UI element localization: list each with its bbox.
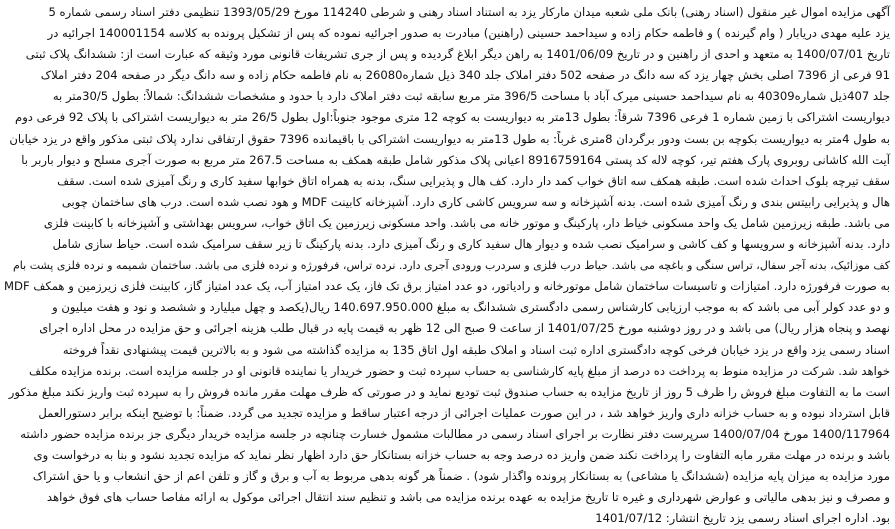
notice-line: خواهد شد. شرکت در مزایده منوط به پرداخت ده درصد از مبلغ پایه کارشناسی به حساب سپرده ثبت و حضور خریدار یا نماینده قانونی او در جلسه مزایده است. برنده مزایده مکلف bbox=[29, 363, 890, 378]
notice-line: 91 فرعی از 7396 اصلی بخش چهار یزد که سه دانگ در صفحه 502 دفتر املاک جلد 340 ذیل شماره26080 به نام فاطمه حکام زاده و سه دانگ دیگر در صفحه 204 دفتر املاک bbox=[40, 68, 890, 83]
notice-line: تاریخ 1400/07/01 به متعهد و احدی از راهنین و در تاریخ 1401/06/09 به راهن دیگر ابلاغ گردیده و پس از جری تشریفات قانونی مورد وثیقه که عبارت است از: ششدانگ پلاک ثبتی bbox=[25, 47, 890, 62]
notice-line: می باشد. طبقه زیرزمین شامل یک واحد مسکونی خیاط دار، پارکینگ و موتور خانه می باشد. واحد مسکونی زیرزمین یک اتاق خواب، سرویس بهداشتی و آشپزخانه با کابینت فلزی bbox=[43, 215, 890, 230]
notice-line: هال و پذیرایی رابیتس بندی و رنگ آمیزی شده است. بدنه آشپزخانه و سه سرویس کاشی کاری دارد. آشپزخانه کابینت MDF و هود نصب شده است. درب های ساختمان چوبی bbox=[61, 194, 890, 209]
notice-line: آگهی مزایده اموال غیر منقول (اسناد رهنی) بانک ملی شعبه میدان مارکار یزد به استناد اسناد رهنی و شرطی 114240 مورخ 1393/05/29 تنظیمی دفتر اسناد رسمی شماره 5 bbox=[48, 5, 890, 19]
notice-line: دیواریست اشتراکی با زمین شماره 1 فرعی 7396 شرقاً: بطول 13متر به دیواریست به کوچه 12 متری موجود جنوباً:اول بطول 26/5 متر به دیواریست اشتراکی با پلاک 92 فرعی دوم bbox=[15, 110, 890, 125]
notice-line: و دو عدد کولر آبی می باشد که به موجب ارزیابی کارشناس رسمی دادگستری ششدانگ به مبلغ 140.697.950.000 ریال(یکصد و چهل میلیارد و ششصد و نود و هفت میلیون و bbox=[52, 300, 890, 315]
notice-line: باشد و برنده در مهلت مقرر مابه التفاوت را پرداخت نکند ضمن واریز ده درصد وجه به حساب خزانه بستانکار حق دارد اظهار نظر نماید که مزایده تجدید نشود و بنا به درخواست وی bbox=[33, 447, 890, 462]
notice-line: و مصرف و نیز بدهی مالیاتی و عوارض شهرداری و غیره تا تاریخ مزایده به عهده برنده مزایده می باشد و تنظیم سند انتقال اجرائی موکول به ارائه مفاصا حساب های فوق خواهد bbox=[46, 490, 890, 505]
notice-line: جلد 407ذیل شماره40309 به نام سیداحمد حسینی میرک آباد با مساحت 396/5 متر مربع سابقه ثبت دفتر املاک دارد با حدود و مشخصات ششدانگ: شمالاً: بطول 30/5متر به bbox=[52, 89, 890, 104]
notice-line: دارد. بدنه آشپزخانه و سرویسها و کف کاشی و سرامیک نصب شده و دیوار هال سفید کاری و رنگ آمیزی دارد. بدنه پارکینگ تا زیر سقف سرامیک شده است. حیاط سازی شامل bbox=[52, 237, 890, 252]
notice-line: کف موزائیک، بدنه آجر سفال، تراس سنگی و باغچه می باشد. حیاط درب فلزی و سردرب ورودی آجری دارد. نرده تراس، فرفورژه و نرده فلزی می باشد. ساختمان شمیمه و نرده فلزی پشت بام bbox=[12, 259, 890, 273]
notice-line: اسناد رسمی یزد واقع در یزد خیابان فرخی کوچه دادگستری اداره ثبت اسناد و املاک طبقه اول اتاق 135 به مزایده گذاشته می شود و به بالاترین قیمت پیشنهادی نقداً فروخته bbox=[62, 342, 890, 357]
notice-line: بود. اداره اجرای اسناد رسمی یزد تاریخ انتشار: 1401/07/12 bbox=[595, 511, 890, 526]
notice-line: یزد علیه مهدی دریابار ( وام گیرنده ) و فاطمه حکام زاده و سیداحمد حسینی (راهنین) مبادرت به صدور اجرائیه نموده که پس از تشکیل پرونده به کلاسه 140001154 اجرائیه در bbox=[47, 26, 890, 41]
notice-line: مورد مزایده به میزان پایه مزایده (ششدانگ یا مشاعی) به بستانکار پرونده واگذار شود) . ضمناً هر گونه بدهی مربوط به آب و برق و گاز و تلفن اعم از حق انشعاب و یا حق اشتراک bbox=[32, 469, 890, 484]
notice-line: است ما به التفاوت مبلغ فروش را ظرف 5 روز از تاریخ مزایده به حساب صندوق ثبت تودیع نماید و در صورتی که ظرف مهلت مقرر مانده فروش را به سپرده ثبت واریز نکند مبلغ مذکور bbox=[8, 384, 890, 399]
notice-line: به صورت فرفورژه دارد. امتیازات و تاسیسات ساختمان شامل موتورخانه و رادیاتور، دو عدد امتیاز برق تک فاز، یک عدد امتیاز آب، یک عدد امتیاز گاز، کابینت فلزی زیرزمین و همکف MDF bbox=[4, 279, 890, 294]
notice-line: نهصد و پنجاه هزار ریال) می باشد و در روز دوشنبه مورخ 1401/07/25 از ساعت 9 صبح الی 12 ظهر به قیمت پایه در قبال طلب هزینه اجرائی و حق مزایده در محل اداره اجرای bbox=[39, 321, 890, 336]
notice-line: سقف تیرچه بلوک احداث شده است. طبقه همکف سه اتاق خواب کمد دار دارد. کف هال و پذیرایی سنگ، بدنه به همراه اتاق خوابها سفید کاری و رنگ آمیزی شده است. سقف bbox=[57, 173, 890, 188]
notice-line: قابل استرداد نبوده و به حساب خزانه داری واریز خواهد شد ، در این صورت عملیات اجرائی از درجه اعتبار ساقط و مزایده تجدید می گردد. ضمناً: با توضیح اینکه برابر دستورالعمل bbox=[38, 405, 890, 420]
notice-line: 1400/117964 مورخ 1400/07/04 سرپرست دفتر نظارت بر اجرای اسناد رسمی در مطالبات مشمول خسارت چنانچه در جلسه مزایده خریدار دیگری جز برنده مزایده حضور داشته bbox=[20, 426, 890, 441]
notice-line: به طول 4متر به دیواریست بکوچه بن بست ودور برگردان 8متری غرباً: به طول 13متر به دیواریست اشتراکی با باقیمانده 7396 حقوق ارتفاقی ندارد پلاک ثبتی مذکور واقع در یزد خیابان bbox=[9, 131, 890, 146]
notice-line: آیت الله کاشانی روبروی پارک هفتم تیر، کوچه لاله کد پستی 8916759164 اعیانی پلاک مذکور شامل طبقه همکف به مساحت 267.5 متر مربع به صورت آجری مسلح و دیوار باربر با bbox=[21, 152, 890, 167]
